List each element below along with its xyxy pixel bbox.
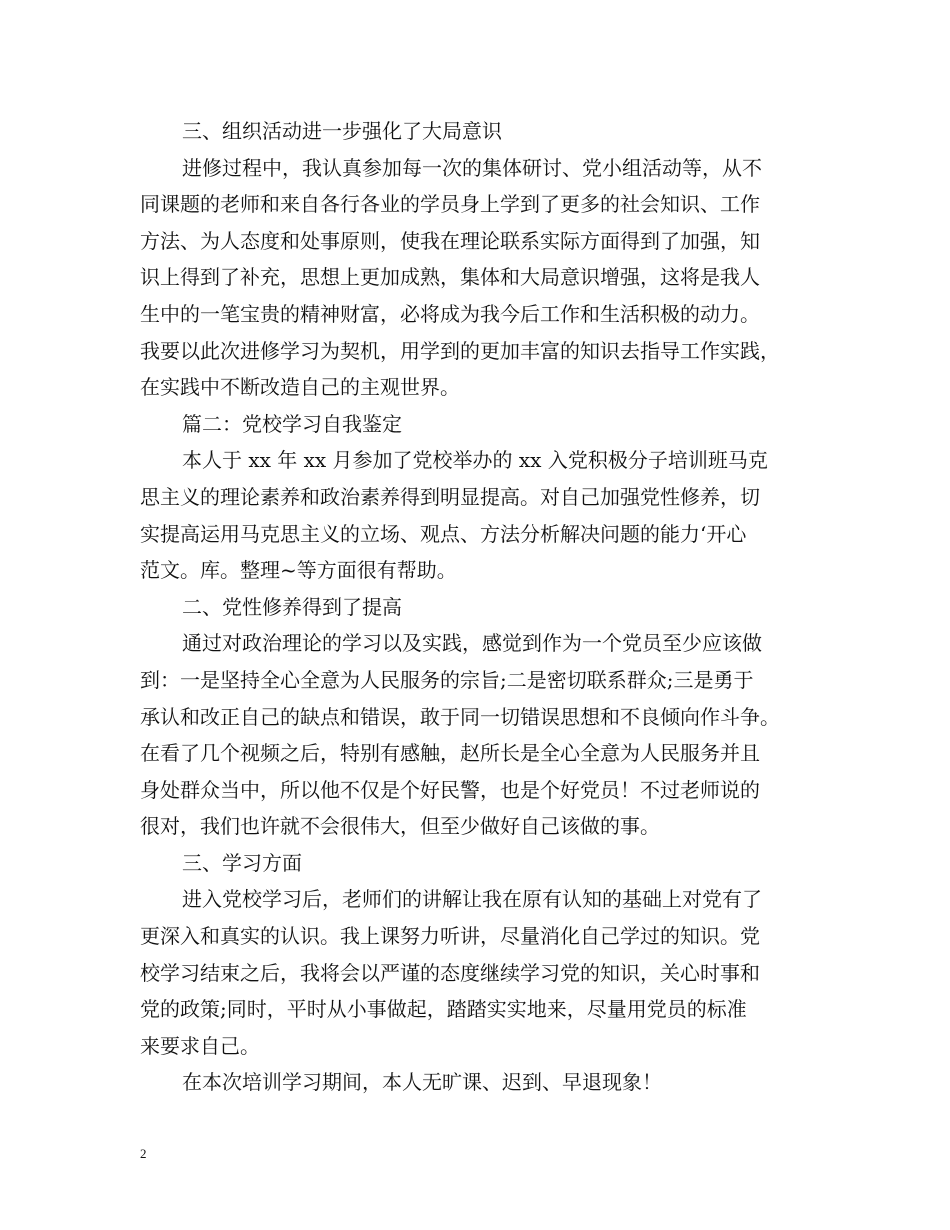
paragraph-line: 在看了几个视频之后，特别有感触，赵所长是全心全意为人民服务并且 [140, 741, 760, 766]
paragraph-line: 很对，我们也许就不会很伟大，但至少做好自己该做的事。 [140, 814, 660, 839]
paragraph-first-line: 本人于 xx 年 xx 月参加了党校举办的 xx 入党积极分子培训班马克 [182, 448, 768, 473]
paragraph-line: 思主义的理论素养和政治素养得到明显提高。对自己加强党性修养，切 [140, 484, 760, 509]
paragraph-line: 范文。库。整理~等方面很有帮助。 [140, 558, 457, 583]
paragraph-first-line: 三、学习方面 [182, 850, 302, 875]
paragraph-first-line: 二、党性修养得到了提高 [182, 594, 402, 619]
paragraph-line: 到：一是坚持全心全意为人民服务的宗旨;二是密切联系群众;三是勇于 [140, 667, 754, 692]
paragraph-line: 方法、为人态度和处事原则，使我在理论联系实际方面得到了加强，知 [140, 228, 760, 253]
paragraph-line: 承认和改正自己的缺点和错误，敢于同一切错误思想和不良倾向作斗争。 [140, 704, 780, 729]
paragraph-first-line: 在本次培训学习期间，本人无旷课、迟到、早退现象！ [182, 1070, 662, 1095]
page-number: 2 [140, 1146, 147, 1161]
paragraph-line: 来要求自己。 [140, 1033, 260, 1058]
paragraph-first-line: 三、组织活动进一步强化了大局意识 [182, 119, 502, 143]
paragraph-first-line: 篇二：党校学习自我鉴定 [182, 411, 402, 436]
paragraph-line: 党的政策;同时，平时从小事做起，踏踏实实地来，尽量用党员的标准 [140, 997, 747, 1022]
paragraph-line: 身处群众当中，所以他不仅是个好民警，也是个好党员！不过老师说的 [140, 777, 760, 802]
paragraph-first-line: 通过对政治理论的学习以及实践，感觉到作为一个党员至少应该做 [182, 631, 762, 656]
paragraph-first-line: 进修过程中，我认真参加每一次的集体研讨、党小组活动等，从不 [182, 155, 762, 180]
paragraph-line: 同课题的老师和来自各行各业的学员身上学到了更多的社会知识、工作 [140, 192, 760, 217]
paragraph-line: 在实践中不断改造自己的主观世界。 [140, 375, 460, 400]
paragraph-line: 实提高运用马克思主义的立场、观点、方法分析解决问题的能力‘开心 [140, 521, 747, 546]
paragraph-line: 校学习结束之后，我将会以严谨的态度继续学习党的知识，关心时事和 [140, 960, 760, 985]
paragraph-line: 生中的一笔宝贵的精神财富，必将成为我今后工作和生活积极的动力。 [140, 301, 760, 326]
paragraph-first-line: 进入党校学习后，老师们的讲解让我在原有认知的基础上对党有了 [182, 887, 762, 912]
paragraph-line: 更深入和真实的认识。我上课努力听讲，尽量消化自己学过的知识。党 [140, 924, 760, 949]
paragraph-line: 识上得到了补充，思想上更加成熟，集体和大局意识增强，这将是我人 [140, 265, 760, 290]
paragraph-line: 我要以此次进修学习为契机，用学到的更加丰富的知识去指导工作实践， [140, 338, 780, 363]
document-body [140, 113, 816, 1101]
